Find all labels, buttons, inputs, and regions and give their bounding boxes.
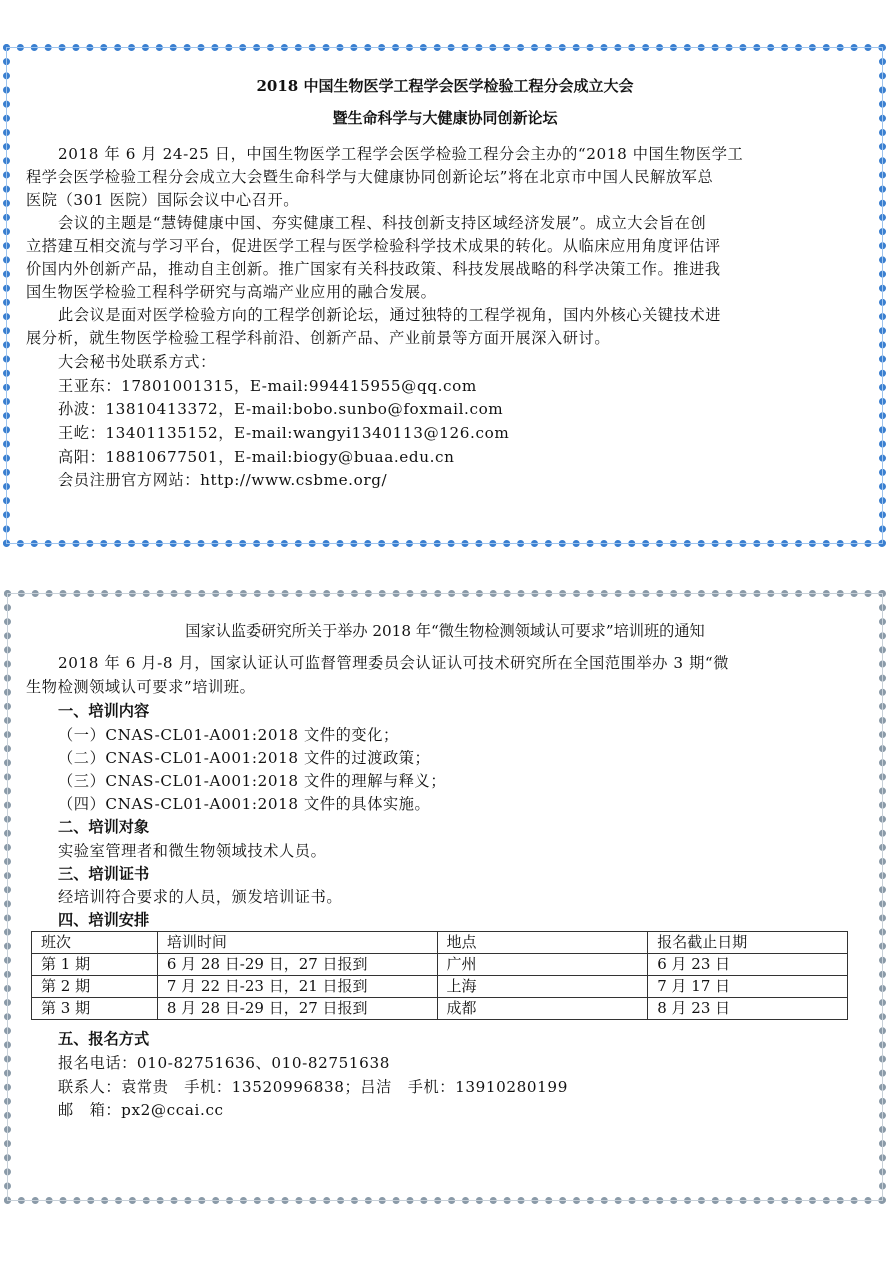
training-title: 国家认监委研究所关于举办 2018 年“微生物检测领域认可要求”培训班的通知 [185,622,705,640]
registration-email: 邮 箱：px2@ccai.cc [58,1101,224,1119]
table-cell: 6 月 23 日 [648,954,848,976]
training-intro-line: 生物检测领域认可要求”培训班。 [26,678,256,696]
conference-paragraph-line: 国生物医学检验工程科学研究与高端产业应用的融合发展。 [26,283,437,301]
section-heading-certificate: 三、培训证书 [58,865,150,883]
header-cell: 班次 [32,932,158,954]
section-heading-schedule: 四、培训安排 [58,911,150,929]
content-item: （四）CNAS-CL01-A001:2018 文件的具体实施。 [58,795,431,813]
conference-title-line1: 2018 中国生物医学工程学会医学检验工程分会成立大会 [256,77,634,95]
schedule-table [31,931,848,1020]
certificate-text: 经培训符合要求的人员，颁发培训证书。 [58,888,343,906]
registration-contacts: 联系人：袁常贵 手机：13520996838；吕洁 手机：13910280199 [58,1078,568,1096]
table-cell: 第 1 期 [32,954,158,976]
header-cell: 报名截止日期 [648,932,848,954]
content-item: （三）CNAS-CL01-A001:2018 文件的理解与释义； [58,772,447,790]
section-heading-audience: 二、培训对象 [58,818,150,836]
content-item: （二）CNAS-CL01-A001:2018 文件的过渡政策； [58,749,431,767]
contact-line: 王屹：13401135152，E-mail:wangyi1340113@126.com [58,424,510,442]
conference-paragraph-line: 医院（301 医院）国际会议中心召开。 [26,191,300,209]
conference-paragraph-line: 价国内外创新产品，推动自主创新。推广国家有关科技政策、科技发展战略的科学决策工作。推进我 [26,260,721,278]
table-cell: 成都 [437,998,648,1020]
table-cell: 6 月 28 日-29 日，27 日报到 [157,954,437,976]
conference-paragraph-line: 2018 年 6 月 24-25 日，中国生物医学工程学会医学检验工程分会主办的“2018 中国生物医学工 [58,145,744,163]
table-header-row [32,932,848,954]
registration-phone: 报名电话：010-82751636、010-82751638 [58,1054,390,1072]
table-cell: 上海 [437,976,648,998]
table-cell: 8 月 28 日-29 日，27 日报到 [157,998,437,1020]
conference-paragraph-line: 立搭建互相交流与学习平台，促进医学工程与医学检验科学技术成果的转化。从临床应用角度评估评 [26,237,721,255]
table-cell: 7 月 17 日 [648,976,848,998]
audience-text: 实验室管理者和微生物领域技术人员。 [58,842,327,860]
table-row [32,954,848,976]
conference-paragraph-line: 程学会医学检验工程分会成立大会暨生命科学与大健康协同创新论坛”将在北京市中国人民解放军总 [26,168,714,186]
contact-line: 高阳：18810677501，E-mail:biogy@buaa.edu.cn [58,448,455,466]
content-item: （一）CNAS-CL01-A001:2018 文件的变化； [58,726,399,744]
table-row [32,976,848,998]
contact-line: 孙波：13810413372，E-mail:bobo.sunbo@foxmail.com [58,400,504,418]
website-line: 会员注册官方网站：http://www.csbme.org/ [58,471,388,489]
training-intro-line: 2018 年 6 月-8 月，国家认证认可监督管理委员会认证认可技术研究所在全国范围举办 3 期“微 [58,654,730,672]
secretariat-contact-heading: 大会秘书处联系方式： [58,353,216,371]
table-cell: 8 月 23 日 [648,998,848,1020]
conference-paragraph-line: 会议的主题是“慧铸健康中国、夯实健康工程、科技创新支持区域经济发展”。成立大会旨在创 [58,214,707,232]
conference-paragraph-line: 此会议是面对医学检验方向的工程学创新论坛，通过独特的工程学视角，国内外核心关键技术进 [58,306,722,324]
table-cell: 第 3 期 [32,998,158,1020]
table-row [32,998,848,1020]
conference-paragraph-line: 展分析，就生物医学检验工程学科前沿、创新产品、产业前景等方面开展深入研讨。 [26,329,611,347]
table-cell: 7 月 22 日-23 日，21 日报到 [157,976,437,998]
table-cell: 广州 [437,954,648,976]
section-heading-registration: 五、报名方式 [58,1030,150,1048]
section-heading-content: 一、培训内容 [58,702,150,720]
header-cell: 培训时间 [157,932,437,954]
conference-title-line2: 暨生命科学与大健康协同创新论坛 [332,109,558,127]
contact-line: 王亚东：17801001315，E-mail:994415955@qq.com [58,377,477,395]
header-cell: 地点 [437,932,648,954]
table-cell: 第 2 期 [32,976,158,998]
